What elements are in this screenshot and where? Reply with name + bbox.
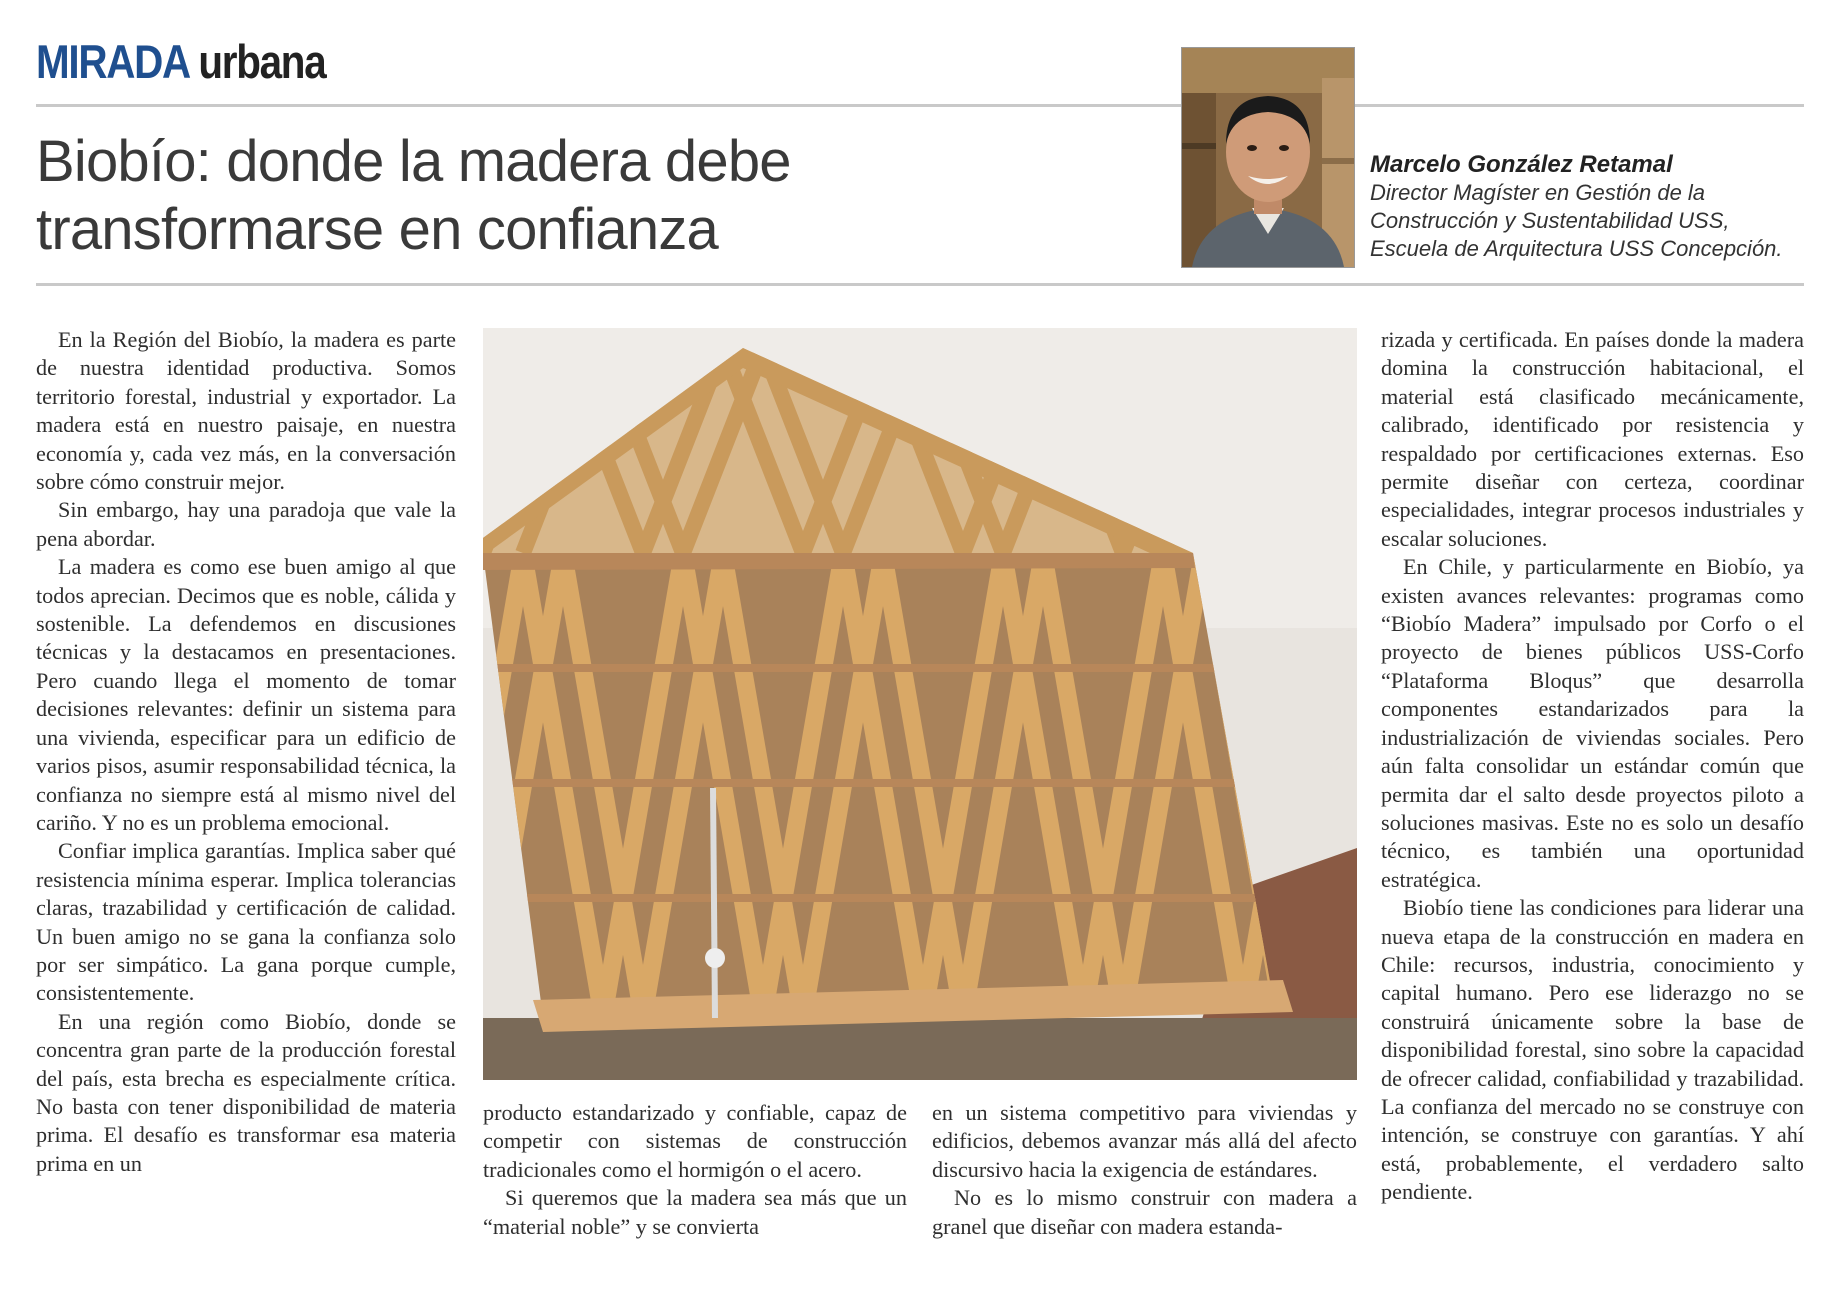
author-name: Marcelo González Retamal xyxy=(1370,151,1673,178)
paragraph: Confiar implica garantías. Implica saber qué resistencia mínima esperar. Implica tolerancias claras, trazabilidad y certificación de calidad. Un buen amigo no se gana la confianza solo por ser simpático. La gana porque cumple, consistentemente. xyxy=(36,838,456,1006)
section-label-primary: MIRADA xyxy=(36,35,189,88)
author-role-line-3: Escuela de Arquitectura USS Concepción. xyxy=(1370,236,1783,261)
paragraph: Biobío tiene las condiciones para liderar una nueva etapa de la construcción en madera en Chile: recursos, industria, conocimiento y capital humano. Pero ese liderazgo no se construirá únicamente sobre la base de disponibilidad forestal, sino sobre la capacidad de ofrecer calidad, confiabilidad y trazabilidad. La confianza del mercado no se construye con intención, se construye con garantías. Y ahí está, probablemente, el verdadero salto pendiente. xyxy=(1381,895,1804,1205)
article-column-3 xyxy=(932,1099,1357,1241)
article-column-1 xyxy=(36,326,456,1178)
author-role-line-1: Director Magíster en Gestión de la xyxy=(1370,180,1706,205)
author-byline xyxy=(1370,151,1810,263)
paragraph: en un sistema competitivo para viviendas y edificios, debemos avanzar más allá del afecto discursivo hacia la exigencia de estándares. xyxy=(932,1100,1357,1182)
paragraph: En la Región del Biobío, la madera es parte de nuestra identidad productiva. Somos territorio forestal, industrial y exportador. La madera está en nuestro paisaje, en nuestra economía y, cada vez más, en la conversación sobre cómo construir mejor. xyxy=(36,327,456,495)
headline-rule xyxy=(36,283,1804,286)
paragraph: Sin embargo, hay una paradoja que vale la pena abordar. xyxy=(36,497,456,551)
author-portrait xyxy=(1181,47,1355,268)
paragraph: En Chile, y particularmente en Biobío, ya existen avances relevantes: programas como “Biobío Madera” impulsado por Corfo o el proyecto de bienes públicos USS-Corfo “Plataforma Bloqus” que desarrolla componentes estandarizados para la industrialización de viviendas sociales. Pero aún falta consolidar un estándar común que permita dar el salto desde proyectos piloto a soluciones masivas. Este no es solo un desafío técnico, es también una oportunidad estratégica. xyxy=(1381,554,1804,892)
paragraph: La madera es como ese buen amigo al que todos aprecian. Decimos que es noble, cálida y sostenible. La defendemos en discusiones técnicas y la destacamos en presentaciones. Pero cuando llega el momento de tomar decisiones relevantes: definir un sistema para una vivienda, especificar para un edificio de varios pisos, asumir responsabilidad técnica, la confianza no siempre está al mismo nivel del cariño. Y no es un problema emocional. xyxy=(36,554,456,835)
article-column-2 xyxy=(483,1099,907,1241)
headline xyxy=(36,128,1146,264)
headline-line-1: Biobío: donde la madera debe xyxy=(36,129,791,194)
article-column-4 xyxy=(1381,326,1804,1207)
paragraph: No es lo mismo construir con madera a granel que diseñar con madera estanda- xyxy=(932,1185,1357,1239)
header-rule xyxy=(36,104,1804,107)
section-label-secondary: urbana xyxy=(198,35,326,88)
paragraph: rizada y certificada. En países donde la madera domina la construcción habitacional, el material está clasificado mecánicamente, calibrado, identificado por resistencia y respaldado por certificaciones externas. Eso permite diseñar con certeza, coordinar especialidades, integrar procesos industriales y escalar soluciones. xyxy=(1381,327,1804,551)
paragraph: Si queremos que la madera sea más que un “material noble” y se convierta xyxy=(483,1185,907,1239)
author-role-line-2: Construcción y Sustentabilidad USS, xyxy=(1370,208,1730,233)
paragraph: En una región como Biobío, donde se concentra gran parte de la producción forestal del país, esta brecha es especialmente crítica. No basta con tener disponibilidad de materia prima. El desafío es transformar esa materia prima en un xyxy=(36,1008,456,1176)
wooden-pavilion-photo xyxy=(483,328,1357,1080)
section-label xyxy=(36,35,326,88)
paragraph: producto estandarizado y confiable, capaz de competir con sistemas de construcción tradicionales como el hormigón o el acero. xyxy=(483,1100,907,1182)
headline-line-2: transformarse en confianza xyxy=(36,197,718,262)
